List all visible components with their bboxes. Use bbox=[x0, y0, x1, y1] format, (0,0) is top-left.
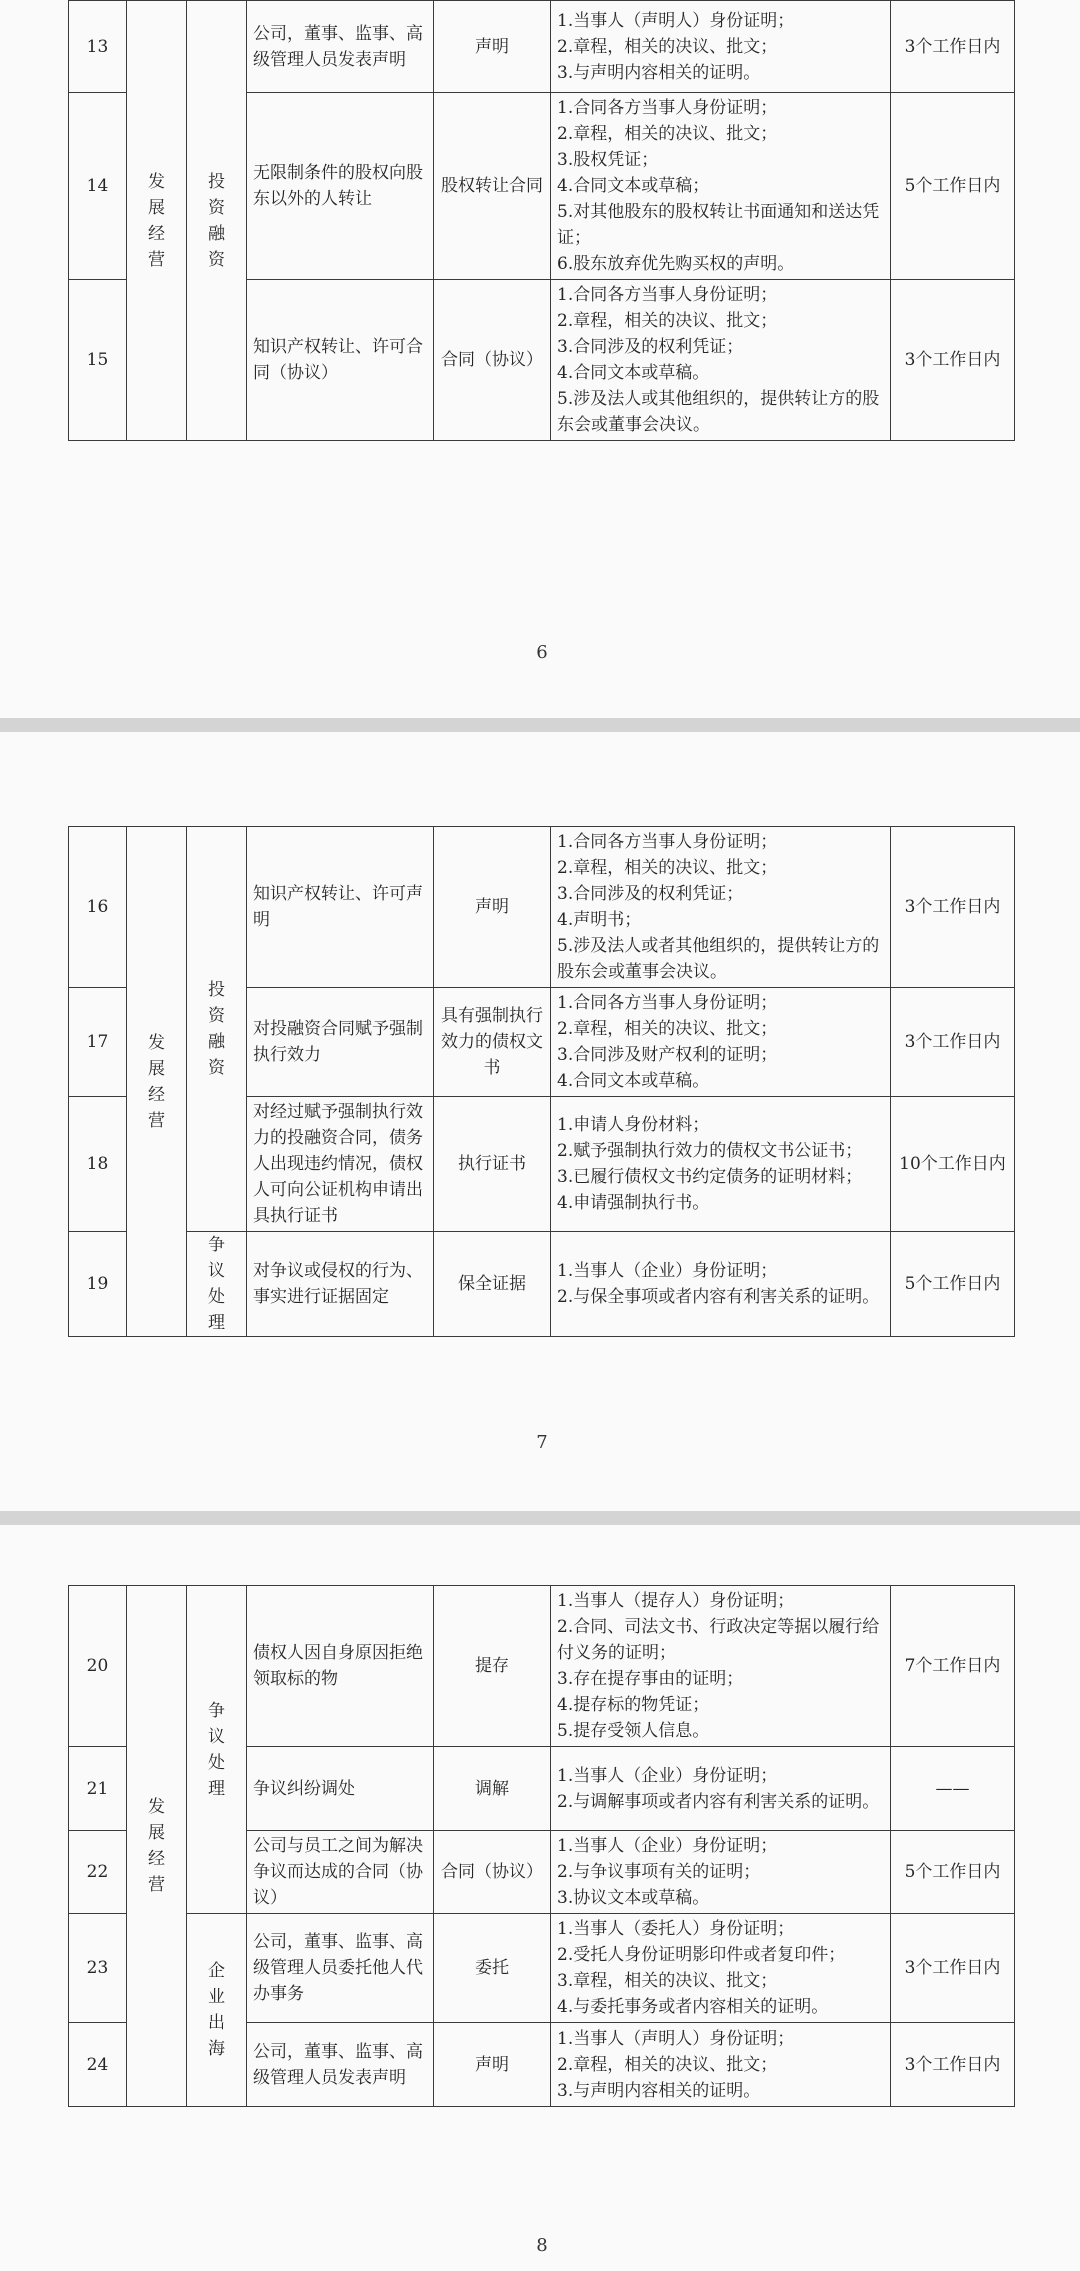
requirements-cell bbox=[551, 280, 891, 441]
table-row bbox=[69, 1232, 1015, 1337]
requirement-line: 2.章程，相关的决议、批文； bbox=[557, 858, 778, 878]
requirement-line: 5.提存受领人信息。 bbox=[557, 1721, 710, 1741]
requirement-line: 3.股权凭证； bbox=[557, 150, 659, 170]
item-cell: 对争议或侵权的行为、事实进行证据固定 bbox=[247, 1232, 434, 1337]
requirement-line: 1.当事人（委托人）身份证明； bbox=[557, 1919, 795, 1939]
requirements-cell bbox=[551, 1232, 891, 1337]
requirement-line: 3.与声明内容相关的证明。 bbox=[557, 62, 761, 83]
time-limit-cell: 3个工作日内 bbox=[891, 827, 1015, 988]
requirement-line: 1.合同各方当事人身份证明； bbox=[557, 993, 778, 1013]
table-row bbox=[69, 1586, 1015, 1747]
requirement-line: 1.当事人（提存人）身份证明； bbox=[557, 1591, 795, 1611]
requirements-cell bbox=[551, 1097, 891, 1232]
subcategory-cell: 企业出海 bbox=[187, 1914, 247, 2107]
requirement-line: 4.合同文本或草稿； bbox=[557, 176, 710, 196]
requirement-line: 4.申请强制执行书。 bbox=[557, 1193, 710, 1213]
category-cell: 发展经营 bbox=[127, 1586, 187, 2107]
subcategory-cell: 投资融资 bbox=[187, 827, 247, 1232]
requirement-line: 3.章程，相关的决议、批文； bbox=[557, 1971, 778, 1991]
requirement-line: 3.存在提存事由的证明； bbox=[557, 1669, 744, 1689]
service-table bbox=[68, 0, 1015, 441]
time-limit-cell: 3个工作日内 bbox=[891, 988, 1015, 1097]
row-number: 15 bbox=[69, 280, 127, 441]
requirement-line: 1.合同各方当事人身份证明； bbox=[557, 98, 778, 118]
time-limit-cell: 3个工作日内 bbox=[891, 2023, 1015, 2107]
requirement-line: 1.当事人（企业）身份证明； bbox=[557, 1765, 778, 1786]
requirements-cell bbox=[551, 1914, 891, 2023]
type-cell: 合同（协议） bbox=[434, 1831, 551, 1914]
row-number: 17 bbox=[69, 988, 127, 1097]
requirement-line: 3.协议文本或草稿。 bbox=[557, 1888, 710, 1908]
row-number: 21 bbox=[69, 1747, 127, 1831]
time-limit-cell: 5个工作日内 bbox=[891, 93, 1015, 280]
subcategory-cell: 争议处理 bbox=[187, 1232, 247, 1337]
item-cell: 知识产权转让、许可声明 bbox=[247, 827, 434, 988]
requirement-line: 5.对其他股东的股权转让书面通知和送达凭证； bbox=[557, 202, 880, 248]
time-limit-cell: 7个工作日内 bbox=[891, 1586, 1015, 1747]
requirement-line: 2.章程，相关的决议、批文； bbox=[557, 124, 778, 144]
type-cell: 保全证据 bbox=[434, 1232, 551, 1337]
requirement-line: 1.合同各方当事人身份证明； bbox=[557, 832, 778, 852]
requirement-line: 2.与争议事项有关的证明； bbox=[557, 1862, 761, 1882]
row-number: 22 bbox=[69, 1831, 127, 1914]
type-cell: 声明 bbox=[434, 1, 551, 93]
subcategory-cell: 投资融资 bbox=[187, 1, 247, 441]
type-cell: 提存 bbox=[434, 1586, 551, 1747]
item-cell: 公司，董事、监事、高级管理人员委托他人代办事务 bbox=[247, 1914, 434, 2023]
requirements-cell bbox=[551, 1586, 891, 1747]
requirements-cell bbox=[551, 1747, 891, 1831]
item-cell: 公司与员工之间为解决争议而达成的合同（协议） bbox=[247, 1831, 434, 1914]
requirements-cell bbox=[551, 988, 891, 1097]
page-divider bbox=[0, 718, 1080, 732]
type-cell: 合同（协议） bbox=[434, 280, 551, 441]
time-limit-cell: 3个工作日内 bbox=[891, 1, 1015, 93]
item-cell: 债权人因自身原因拒绝领取标的物 bbox=[247, 1586, 434, 1747]
requirement-line: 1.合同各方当事人身份证明； bbox=[557, 285, 778, 305]
requirement-line: 3.合同涉及财产权利的证明； bbox=[557, 1045, 778, 1065]
page-number: 8 bbox=[536, 2235, 548, 2256]
requirements-cell bbox=[551, 827, 891, 988]
time-limit-cell: 3个工作日内 bbox=[891, 280, 1015, 441]
requirement-line: 2.与调解事项或者内容有利害关系的证明。 bbox=[557, 1791, 880, 1812]
time-limit-cell: 3个工作日内 bbox=[891, 1914, 1015, 2023]
requirement-line: 4.与委托事务或者内容相关的证明。 bbox=[557, 1997, 829, 2017]
requirement-line: 2.受托人身份证明影印件或者复印件； bbox=[557, 1945, 846, 1965]
category-cell: 发展经营 bbox=[127, 1, 187, 441]
requirements-cell bbox=[551, 2023, 891, 2107]
requirement-line: 2.章程，相关的决议、批文； bbox=[557, 311, 778, 331]
row-number: 13 bbox=[69, 1, 127, 93]
requirement-line: 3.已履行债权文书约定债务的证明材料； bbox=[557, 1167, 863, 1187]
table-row bbox=[69, 827, 1015, 988]
requirement-line: 6.股东放弃优先购买权的声明。 bbox=[557, 254, 795, 274]
requirement-line: 2.章程，相关的决议、批文； bbox=[557, 2054, 778, 2075]
requirements-cell bbox=[551, 93, 891, 280]
document-page-6 bbox=[0, 0, 1080, 718]
type-cell: 执行证书 bbox=[434, 1097, 551, 1232]
service-table bbox=[68, 1585, 1015, 2107]
type-cell: 股权转让合同 bbox=[434, 93, 551, 280]
type-cell: 声明 bbox=[434, 827, 551, 988]
requirement-line: 4.声明书； bbox=[557, 910, 642, 930]
row-number: 24 bbox=[69, 2023, 127, 2107]
requirement-line: 1.申请人身份材料； bbox=[557, 1115, 710, 1135]
requirement-line: 4.合同文本或草稿。 bbox=[557, 1071, 710, 1091]
row-number: 23 bbox=[69, 1914, 127, 2023]
table-row bbox=[69, 1914, 1015, 2023]
item-cell: 公司，董事、监事、高级管理人员发表声明 bbox=[247, 2023, 434, 2107]
requirement-line: 4.合同文本或草稿。 bbox=[557, 363, 710, 383]
time-limit-cell: 5个工作日内 bbox=[891, 1831, 1015, 1914]
type-cell: 具有强制执行效力的债权文书 bbox=[434, 988, 551, 1097]
item-cell: 无限制条件的股权向股东以外的人转让 bbox=[247, 93, 434, 280]
page-number: 7 bbox=[536, 1432, 548, 1453]
subcategory-cell: 争议处理 bbox=[187, 1586, 247, 1914]
requirement-line: 3.合同涉及的权利凭证； bbox=[557, 884, 744, 904]
requirement-line: 1.当事人（声明人）身份证明； bbox=[557, 10, 795, 31]
requirement-line: 1.当事人（企业）身份证明； bbox=[557, 1836, 778, 1856]
requirements-cell bbox=[551, 1, 891, 93]
time-limit-cell: 10个工作日内 bbox=[891, 1097, 1015, 1232]
service-table bbox=[68, 826, 1015, 1337]
item-cell: 知识产权转让、许可合同（协议） bbox=[247, 280, 434, 441]
row-number: 19 bbox=[69, 1232, 127, 1337]
item-cell: 对经过赋予强制执行效力的投融资合同，债务人出现违约情况，债权人可向公证机构申请出具执行证书 bbox=[247, 1097, 434, 1232]
type-cell: 调解 bbox=[434, 1747, 551, 1831]
row-number: 14 bbox=[69, 93, 127, 280]
table-row bbox=[69, 1, 1015, 93]
requirement-line: 1.当事人（声明人）身份证明； bbox=[557, 2028, 795, 2049]
category-cell: 发展经营 bbox=[127, 827, 187, 1337]
type-cell: 委托 bbox=[434, 1914, 551, 2023]
item-cell: 争议纠纷调处 bbox=[247, 1747, 434, 1831]
requirement-line: 5.涉及法人或其他组织的，提供转让方的股东会或董事会决议。 bbox=[557, 389, 880, 435]
requirement-line: 3.合同涉及的权利凭证； bbox=[557, 337, 744, 357]
requirement-line: 4.提存标的物凭证； bbox=[557, 1695, 710, 1715]
time-limit-cell: 5个工作日内 bbox=[891, 1232, 1015, 1337]
requirements-cell bbox=[551, 1831, 891, 1914]
time-limit-cell: —— bbox=[891, 1747, 1015, 1831]
item-cell: 对投融资合同赋予强制执行效力 bbox=[247, 988, 434, 1097]
requirement-line: 2.与保全事项或者内容有利害关系的证明。 bbox=[557, 1287, 880, 1307]
item-cell: 公司，董事、监事、高级管理人员发表声明 bbox=[247, 1, 434, 93]
requirement-line: 2.章程，相关的决议、批文； bbox=[557, 36, 778, 57]
requirement-line: 5.涉及法人或者其他组织的，提供转让方的股东会或董事会决议。 bbox=[557, 936, 880, 982]
requirement-line: 2.合同、司法文书、行政决定等据以履行给付义务的证明； bbox=[557, 1617, 880, 1663]
row-number: 18 bbox=[69, 1097, 127, 1232]
requirement-line: 1.当事人（企业）身份证明； bbox=[557, 1261, 778, 1281]
row-number: 20 bbox=[69, 1586, 127, 1747]
requirement-line: 3.与声明内容相关的证明。 bbox=[557, 2080, 761, 2101]
document-page-7 bbox=[0, 732, 1080, 1511]
requirement-line: 2.赋予强制执行效力的债权文书公证书； bbox=[557, 1141, 863, 1161]
type-cell: 声明 bbox=[434, 2023, 551, 2107]
page-number: 6 bbox=[536, 642, 548, 663]
document-page-8 bbox=[0, 1525, 1080, 2271]
row-number: 16 bbox=[69, 827, 127, 988]
page-divider bbox=[0, 1511, 1080, 1525]
requirement-line: 2.章程，相关的决议、批文； bbox=[557, 1019, 778, 1039]
